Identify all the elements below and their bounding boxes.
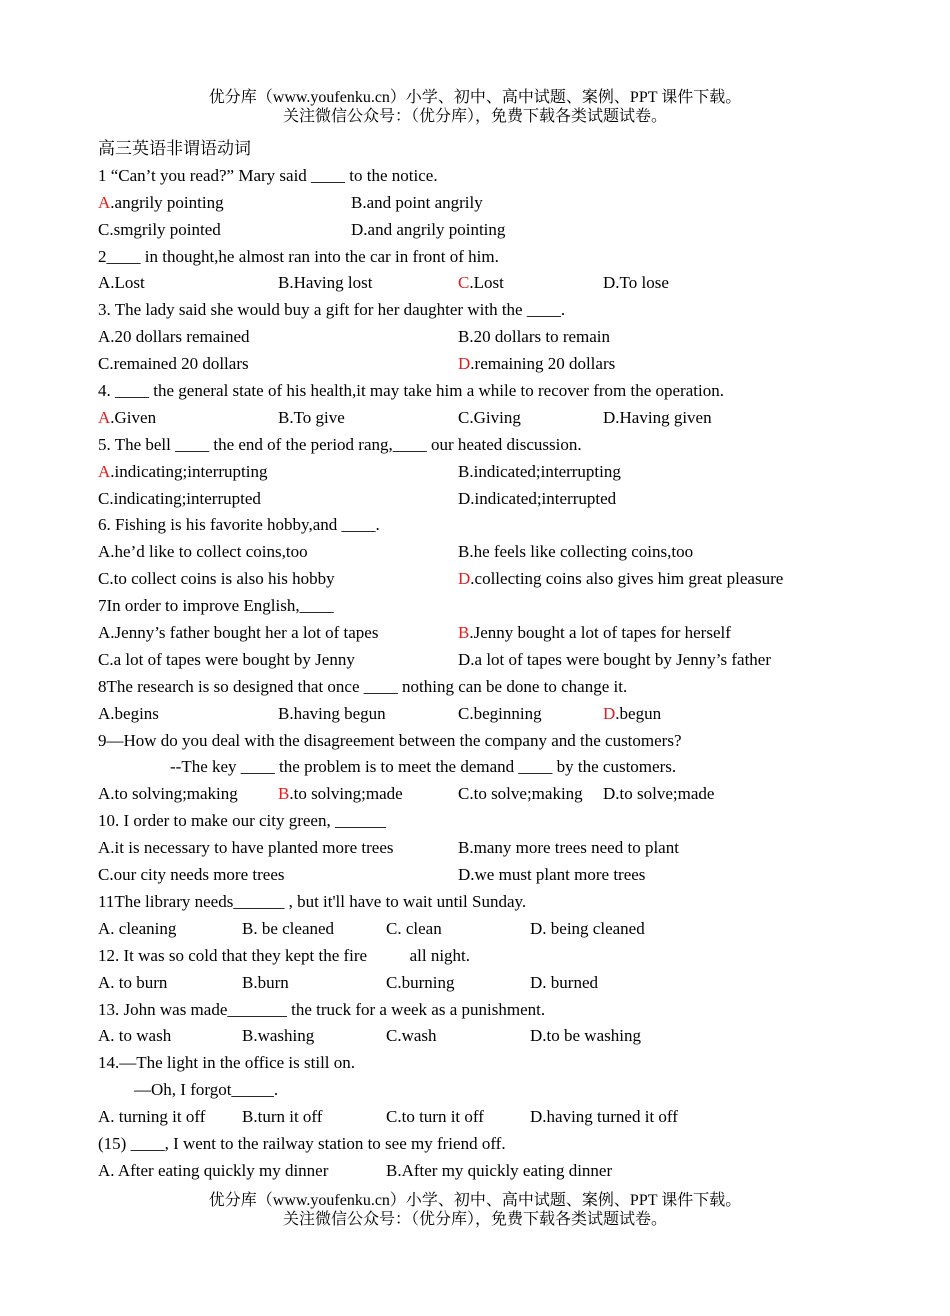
option-a: A.it is necessary to have planted more trees [98,838,394,858]
option-a: A.Given [98,407,157,427]
question-stem: 9—How do you deal with the disagreement between the company and the customers? [98,730,682,750]
option-d: D.indicated;interrupted [458,488,617,508]
option-d: D.and angrily pointing [351,219,506,239]
option-a: A. turning it off [98,1107,206,1127]
option-c: C.Lost [458,273,504,293]
option-row [98,190,898,217]
option-d: D. being cleaned [530,918,645,938]
option-row [98,486,898,513]
option-b: B.Having lost [278,273,373,293]
option-d: D.To lose [603,273,669,293]
question-stem: 1 “Can’t you read?” Mary said ____ to the notice. [98,165,438,185]
option-c: C.Giving [458,407,521,427]
header-line-2: 关注微信公众号：（优分库），免费下载各类试题试卷。 [282,108,667,125]
question-stem: 12. It was so cold that they kept the fire all night. [98,945,471,965]
question-stem: 5. The bell ____ the end of the period rang,____ our heated discussion. [98,434,582,454]
option-c: C.wash [386,1026,437,1046]
doc-title: 高三英语非谓语动词 [98,139,251,158]
option-d: D.Having given [603,407,712,427]
option-row [98,405,898,432]
question-stem: 14.—The light in the office is still on. [98,1053,356,1073]
option-row [98,781,898,808]
option-a: A.to solving;making [98,784,238,804]
option-b: B.and point angrily [351,192,483,212]
option-b: B.washing [242,1026,315,1046]
option-d: D.collecting coins also gives him great pleasure [458,569,784,589]
option-row [98,539,898,566]
option-row [98,916,898,943]
option-a: A.Lost [98,273,145,293]
option-c: C. clean [386,918,442,938]
question-stem: 10. I order to make our city green, ______ [98,811,386,831]
option-d: D.a lot of tapes were bought by Jenny’s father [458,649,772,669]
footer-line-1: 优分库（www.youfenku.cn）小学、初中、高中试题、案例、PPT 课件下载。 [208,1192,742,1209]
option-row [98,1158,898,1185]
option-b: B. be cleaned [242,918,335,938]
option-d: D.to be washing [530,1026,641,1046]
option-b: B.After my quickly eating dinner [386,1160,613,1180]
question-stem: 8The research is so designed that once ____ nothing can be done to change it. [98,676,628,696]
option-row [98,701,898,728]
option-b: B.to solving;made [278,784,403,804]
question-stem: 13. John was made_______ the truck for a week as a punishment. [98,999,546,1019]
option-a: A.Jenny’s father bought her a lot of tapes [98,623,379,643]
option-d: D.to solve;made [603,784,715,804]
question-stem: 7In order to improve English,____ [98,596,334,616]
question-stem: 3. The lady said she would buy a gift for her daughter with the ____. [98,300,566,320]
option-d: D. burned [530,972,598,992]
option-d: D.begun [603,703,662,723]
option-a: A.begins [98,703,159,723]
question-stem-reply: --The key ____ the problem is to meet the demand ____ by the customers. [170,757,677,777]
option-row [98,835,898,862]
footer-banner [0,1191,950,1229]
option-b: B.turn it off [242,1107,323,1127]
option-b: B.burn [242,972,289,992]
option-b: B.Jenny bought a lot of tapes for herself [458,623,731,643]
option-a: A. After eating quickly my dinner [98,1160,329,1180]
option-row [98,566,898,593]
question-stem: 4. ____ the general state of his health,it may take him a while to recover from the operation. [98,381,724,401]
option-d: D.remaining 20 dollars [458,354,616,374]
option-row [98,351,898,378]
option-c: C.to solve;making [458,784,583,804]
option-c: C.our city needs more trees [98,865,285,885]
option-c: C.remained 20 dollars [98,354,249,374]
option-a: A.he’d like to collect coins,too [98,542,308,562]
option-row [98,970,898,997]
option-b: B.indicated;interrupting [458,461,621,481]
option-row [98,862,898,889]
option-row [98,459,898,486]
option-c: C.a lot of tapes were bought by Jenny [98,649,355,669]
question-stem: (15) ____, I went to the railway station to see my friend off. [98,1133,506,1153]
option-d: D.having turned it off [530,1107,678,1127]
option-b: B.he feels like collecting coins,too [458,542,694,562]
option-c: C.beginning [458,703,542,723]
option-row [98,270,898,297]
footer-line-2: 关注微信公众号：（优分库），免费下载各类试题试卷。 [282,1211,667,1228]
option-d: D.we must plant more trees [458,865,646,885]
option-row [98,647,898,674]
option-row [98,217,898,244]
option-a: A.angrily pointing [98,192,224,212]
option-b: B.having begun [278,703,386,723]
option-a: A. to burn [98,972,168,992]
worksheet-body [98,136,898,1185]
option-a: A.20 dollars remained [98,327,250,347]
option-row [98,324,898,351]
option-b: B.To give [278,407,345,427]
option-a: A.indicating;interrupting [98,461,268,481]
option-c: C.to turn it off [386,1107,484,1127]
question-stem-reply: —Oh, I forgot_____. [134,1080,279,1100]
option-c: C.indicating;interrupted [98,488,261,508]
header-line-1: 优分库（www.youfenku.cn）小学、初中、高中试题、案例、PPT 课件下载。 [208,89,742,106]
option-b: B.many more trees need to plant [458,838,679,858]
option-row [98,1023,898,1050]
question-stem: 6. Fishing is his favorite hobby,and ____. [98,515,380,535]
question-stem: 11The library needs______ , but it'll have to wait until Sunday. [98,891,527,911]
option-row [98,620,898,647]
option-c: C.burning [386,972,455,992]
option-c: C.smgrily pointed [98,219,221,239]
question-stem: 2____ in thought,he almost ran into the car in front of him. [98,246,499,266]
option-c: C.to collect coins is also his hobby [98,569,335,589]
option-a: A. cleaning [98,918,177,938]
header-banner [0,88,950,126]
option-b: B.20 dollars to remain [458,327,611,347]
option-a: A. to wash [98,1026,172,1046]
option-row [98,1104,898,1131]
